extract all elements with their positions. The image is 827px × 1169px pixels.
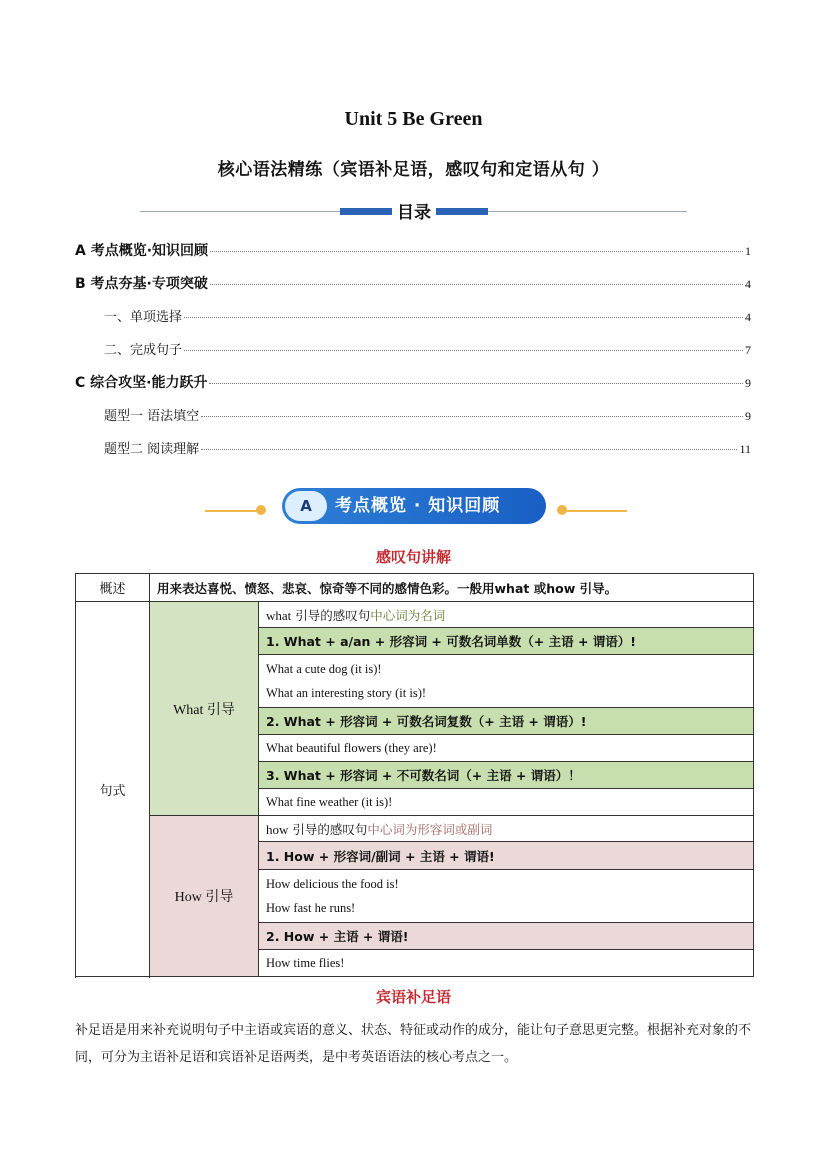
toc-entry[interactable]: A 考点概览·知识回顾 1 xyxy=(75,243,751,259)
what-example-2: What beautiful flowers (they are)! xyxy=(259,735,754,762)
toc-entry[interactable]: 二、完成句子 7 xyxy=(104,343,751,358)
toc-entry[interactable]: 一、单项选择 4 xyxy=(104,310,751,325)
what-example-3: What fine weather (it is)! xyxy=(259,789,754,816)
how-group-label: How 引导 xyxy=(150,816,259,977)
how-examples-1: How delicious the food is! How fast he runs! xyxy=(259,870,754,923)
how-pattern-1: 1. How + 形容词/副词 + 主语 + 谓语! xyxy=(259,842,754,870)
how-example-2: How time flies! xyxy=(259,950,754,977)
what-pattern-1: 1. What + a/an + 形容词 + 可数名词单数（+ 主语 + 谓语）! xyxy=(259,628,754,655)
what-group-label: What 引导 xyxy=(150,602,259,816)
exclamatory-table xyxy=(75,573,754,977)
toc-entry[interactable]: 题型二 阅读理解 11 xyxy=(104,442,751,457)
what-pattern-2: 2. What + 形容词 + 可数名词复数（+ 主语 + 谓语）! xyxy=(259,708,754,735)
how-header: how 引导的感叹句中心词为形容词或副词 xyxy=(259,816,754,842)
what-examples-1: What a cute dog (it is)! What an interesting story (it is)! xyxy=(259,655,754,708)
toc-entry[interactable]: C 综合攻坚·能力跃升 9 xyxy=(75,375,751,391)
what-pattern-3: 3. What + 形容词 + 不可数名词（+ 主语 + 谓语）！ xyxy=(259,762,754,789)
toc-entry[interactable]: B 考点夯基·专项突破 4 xyxy=(75,276,751,292)
overview-label: 概述 xyxy=(76,574,150,602)
section-badge: A xyxy=(285,491,327,521)
toc-entry[interactable]: 题型一 语法填空 9 xyxy=(104,409,751,424)
document-title: Unit 5 Be Green xyxy=(344,108,483,130)
document-subtitle: 核心语法精练（宾语补足语，感叹句和定语从句 ） xyxy=(217,160,610,180)
section-title-object-complement: 宾语补足语 xyxy=(375,988,451,1006)
section-title-exclamatory: 感叹句讲解 xyxy=(375,548,451,566)
object-complement-paragraph: 补足语是用来补充说明句子中主语或宾语的意义、状态、特征或动作的成分，能让句子意思更完整。根据补充对象的不同，可分为主语补足语和宾语补足语两类，是中考英语语法的核心考点之一。 xyxy=(75,1023,752,1065)
section-banner-text: 考点概览 · 知识回顾 xyxy=(335,496,501,516)
overview-text: 用来表达喜悦、愤怒、悲哀、惊奇等不同的感情色彩。一般用what 或how 引导。 xyxy=(150,574,754,602)
how-pattern-2: 2. How + 主语 + 谓语! xyxy=(259,923,754,950)
pattern-label: 句式 xyxy=(76,602,150,977)
section-banner xyxy=(205,486,625,526)
toc-heading-label: 目录 xyxy=(392,198,436,223)
what-header: what 引导的感叹句中心词为名词 xyxy=(259,602,754,628)
toc-heading xyxy=(140,198,687,226)
